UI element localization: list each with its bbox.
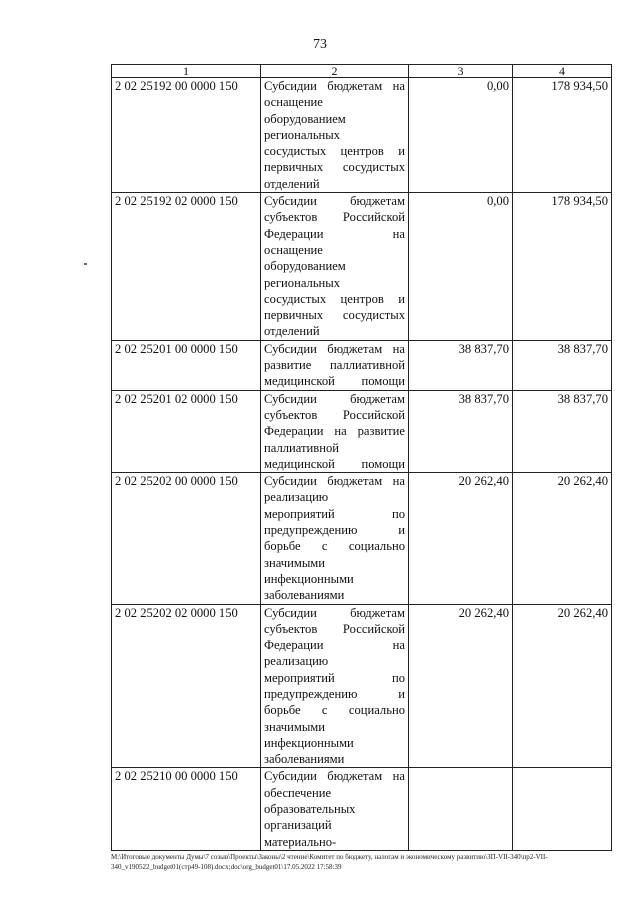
amount-col-3: 20 262,40 bbox=[409, 604, 513, 768]
table-body bbox=[112, 78, 612, 851]
description-line: Субсидии бюджетам на bbox=[264, 341, 405, 356]
description-line: оснащение bbox=[264, 242, 323, 257]
description-line: оборудованием bbox=[264, 259, 346, 274]
amount-col-3: 0,00 bbox=[409, 78, 513, 193]
amount-col-3: 0,00 bbox=[409, 193, 513, 341]
description-line: обеспечение bbox=[264, 785, 332, 800]
description-line: борьбе с социально bbox=[264, 703, 405, 718]
description-line: паллиативной bbox=[264, 440, 339, 455]
description-line: заболеваниями bbox=[264, 588, 345, 603]
header-col-2: 2 bbox=[261, 65, 409, 78]
description-line: медицинской помощи bbox=[264, 456, 405, 471]
amount-col-4 bbox=[513, 768, 612, 850]
table-row bbox=[112, 768, 612, 850]
description-line: предупреждению и bbox=[264, 523, 405, 538]
description-line: субъектов Российской bbox=[264, 621, 405, 636]
description-line: мероприятий по bbox=[264, 670, 405, 685]
amount-col-3: 38 837,70 bbox=[409, 340, 513, 390]
description-line: Субсидии бюджетам на bbox=[264, 79, 405, 93]
description-line: региональных bbox=[264, 275, 341, 290]
description-line: Федерации на развитие bbox=[264, 424, 405, 439]
amount-col-4: 178 934,50 bbox=[513, 193, 612, 341]
budget-code: 2 02 25201 00 0000 150 bbox=[112, 340, 261, 390]
header-col-4: 4 bbox=[513, 65, 612, 78]
table-row bbox=[112, 390, 612, 472]
file-path-footer bbox=[111, 852, 616, 872]
amount-col-3 bbox=[409, 768, 513, 850]
budget-description bbox=[261, 768, 409, 850]
description-line: Субсидии бюджетам на bbox=[264, 474, 405, 489]
header-col-1: 1 bbox=[112, 65, 261, 78]
header-col-3: 3 bbox=[409, 65, 513, 78]
description-line: инфекционными bbox=[264, 571, 354, 586]
budget-code: 2 02 25202 02 0000 150 bbox=[112, 604, 261, 768]
stray-mark bbox=[84, 263, 87, 265]
amount-col-4: 38 837,70 bbox=[513, 340, 612, 390]
description-line: медицинской помощи bbox=[264, 374, 405, 389]
footer-line-2: 340_v190522_budget01(стр49-108).docx;doc\org_budget01\17.05.2022 17:58:39 bbox=[111, 863, 342, 871]
footer-line-1: М:\Итоговые документы Думы\7 созыв\Проекты\Законы\2 чтение\Комитет по бюджету, налогам и экономическому развитию\ЗП-VII-340\пр2-VII- bbox=[111, 853, 548, 861]
table-row bbox=[112, 604, 612, 768]
budget-description bbox=[261, 193, 409, 341]
budget-code: 2 02 25201 02 0000 150 bbox=[112, 390, 261, 472]
budget-code: 2 02 25210 00 0000 150 bbox=[112, 768, 261, 850]
description-line: реализацию bbox=[264, 490, 329, 505]
budget-description bbox=[261, 340, 409, 390]
description-line: материально- bbox=[264, 834, 337, 849]
description-line: инфекционными bbox=[264, 735, 354, 750]
description-line: Субсидии бюджетам bbox=[264, 194, 405, 209]
description-line: Федерации на bbox=[264, 638, 405, 653]
description-line: оборудованием bbox=[264, 111, 346, 126]
description-line: борьбе с социально bbox=[264, 539, 405, 554]
description-line: отделений bbox=[264, 176, 320, 191]
description-line: оснащение bbox=[264, 95, 323, 110]
table-row bbox=[112, 340, 612, 390]
description-line: реализацию bbox=[264, 654, 329, 669]
description-line: Субсидии бюджетам на bbox=[264, 769, 405, 784]
budget-description bbox=[261, 473, 409, 604]
amount-col-3: 20 262,40 bbox=[409, 473, 513, 604]
budget-code: 2 02 25192 02 0000 150 bbox=[112, 193, 261, 341]
description-line: Субсидии бюджетам bbox=[264, 605, 405, 620]
budget-description bbox=[261, 604, 409, 768]
amount-col-4: 178 934,50 bbox=[513, 78, 612, 193]
budget-description bbox=[261, 390, 409, 472]
description-line: региональных bbox=[264, 127, 341, 142]
header-row bbox=[112, 65, 612, 78]
description-line: сосудистых центров и bbox=[264, 291, 405, 306]
description-line: образовательных bbox=[264, 802, 356, 817]
budget-code: 2 02 25202 00 0000 150 bbox=[112, 473, 261, 604]
description-line: первичных сосудистых bbox=[264, 308, 405, 323]
description-line: развитие паллиативной bbox=[264, 358, 405, 373]
description-line: первичных сосудистых bbox=[264, 160, 405, 175]
budget-code: 2 02 25192 00 0000 150 bbox=[112, 78, 261, 193]
description-line: сосудистых центров и bbox=[264, 144, 405, 159]
table-row bbox=[112, 78, 612, 193]
description-line: субъектов Российской bbox=[264, 210, 405, 225]
amount-col-4: 20 262,40 bbox=[513, 604, 612, 768]
description-line: значимыми bbox=[264, 719, 326, 734]
description-line: Субсидии бюджетам bbox=[264, 391, 405, 406]
description-line: субъектов Российской bbox=[264, 407, 405, 422]
description-line: значимыми bbox=[264, 555, 326, 570]
description-line: предупреждению и bbox=[264, 686, 405, 701]
description-line: Федерации на bbox=[264, 226, 405, 241]
description-line: мероприятий по bbox=[264, 506, 405, 521]
table-row bbox=[112, 193, 612, 341]
budget-table bbox=[111, 64, 612, 851]
description-line: организаций bbox=[264, 818, 332, 833]
amount-col-4: 38 837,70 bbox=[513, 390, 612, 472]
budget-description bbox=[261, 78, 409, 193]
page-number: 73 bbox=[313, 37, 327, 52]
description-line: отделений bbox=[264, 324, 320, 339]
table-row bbox=[112, 473, 612, 604]
amount-col-3: 38 837,70 bbox=[409, 390, 513, 472]
description-line: заболеваниями bbox=[264, 752, 345, 767]
amount-col-4: 20 262,40 bbox=[513, 473, 612, 604]
